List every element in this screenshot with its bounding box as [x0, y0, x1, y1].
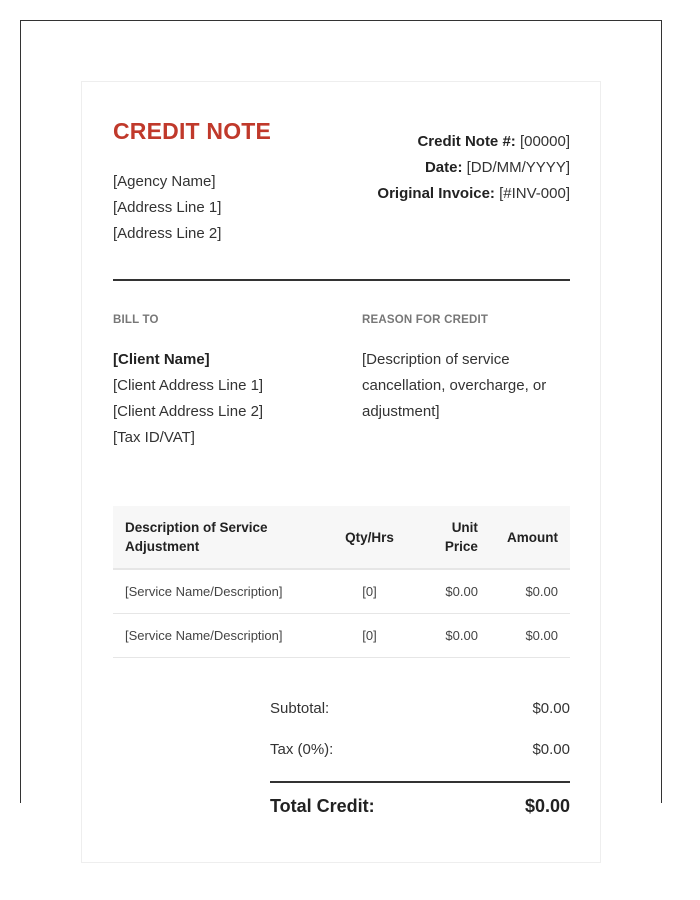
credit-note-number: [377, 129, 570, 155]
row-unit-price: $0.00: [406, 569, 490, 614]
document-title: CREDIT NOTE: [113, 118, 272, 144]
row-qty: [0]: [333, 569, 406, 614]
header-unit-price: Unit Price: [406, 506, 490, 569]
subtotal-label: Subtotal:: [270, 700, 330, 717]
total-credit-row: [270, 796, 570, 820]
tax-label: Tax (0%):: [270, 741, 334, 758]
meta-block: [377, 129, 570, 207]
items-table: [113, 506, 570, 658]
row-amount: $0.00: [490, 614, 570, 658]
header-qty: Qty/Hrs: [333, 506, 406, 569]
row-description: [Service Name/Description]: [113, 569, 333, 614]
row-description: [Service Name/Description]: [113, 614, 333, 658]
total-credit-label: Total Credit:: [270, 796, 375, 816]
row-unit-price: $0.00: [406, 614, 490, 658]
tax-row: [270, 735, 570, 776]
table-row: [113, 614, 570, 658]
totals-block: [270, 694, 570, 816]
date-value: [DD/MM/YYYY]: [466, 159, 570, 176]
header-divider: [113, 279, 570, 281]
credit-note-number-value: [00000]: [519, 133, 570, 150]
client-name: [Client Name]: [113, 351, 210, 368]
page-frame: [20, 20, 662, 816]
client-address-line-2: [Client Address Line 2]: [113, 403, 264, 420]
agency-block: [113, 169, 221, 247]
agency-address-line-1: [Address Line 1]: [113, 199, 222, 216]
table-row: [113, 569, 570, 614]
tax-value: $0.00: [532, 741, 570, 758]
bill-to-block: [113, 347, 263, 451]
agency-name: [Agency Name]: [113, 173, 216, 190]
bill-to-label: BILL TO: [113, 314, 159, 326]
date-label: Date:: [424, 159, 463, 176]
header-description: Description of Service Adjustment: [113, 506, 333, 569]
credit-note-sheet: [81, 81, 601, 863]
subtotal-row: [270, 694, 570, 735]
reason-text: [Description of service cancellation, overcharge, or adjustment]: [362, 351, 547, 420]
total-credit-value: $0.00: [524, 796, 570, 816]
subtotal-value: $0.00: [532, 700, 570, 717]
credit-note-number-label: Credit Note #:: [417, 133, 516, 150]
row-amount: $0.00: [490, 569, 570, 614]
original-invoice-value: [#INV-000]: [499, 185, 570, 202]
credit-note-date: [377, 155, 570, 181]
table-header-row: [113, 506, 570, 569]
original-invoice-label: Original Invoice:: [377, 185, 495, 202]
original-invoice: [377, 181, 570, 207]
client-tax-id: [Tax ID/VAT]: [113, 429, 195, 446]
header-amount: Amount: [490, 506, 570, 569]
agency-address-line-2: [Address Line 2]: [113, 225, 222, 242]
reason-label: REASON FOR CREDIT: [362, 314, 489, 326]
row-qty: [0]: [333, 614, 406, 658]
totals-divider: [270, 781, 570, 783]
client-address-line-1: [Client Address Line 1]: [113, 377, 264, 394]
